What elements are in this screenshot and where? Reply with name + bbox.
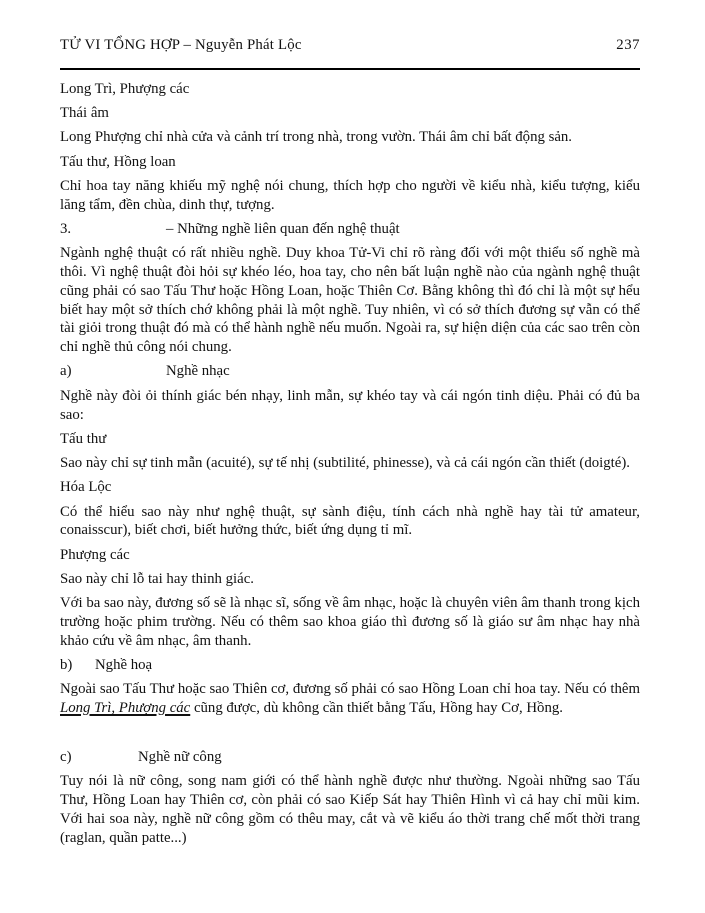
star-names-line: Hóa Lộc [60, 479, 112, 496]
paragraph: Với ba sao này, đương số sẽ là nhạc sĩ, sống về âm nhạc, hoặc là chuyên viên âm thanh trong kịch trường hoặc phim trường. Nếu có thêm sao khoa giáo thì đương số là giáo sư âm nhạc hay nhà khảo cứu về âm nhạc, âm thanh. [60, 595, 640, 649]
paragraph-with-emphasis [60, 680, 640, 718]
star-names-line: Tấu thư, Hồng loan [60, 153, 176, 170]
book-title: TỬ VI TỔNG HỢP – Nguyễn Phát Lộc [60, 37, 302, 53]
paragraph: Nghề này đòi ỏi thính giác bén nhạy, linh mẫn, sự khéo tay và cái ngón tinh diệu. Phải có đủ ba sao: [60, 387, 640, 423]
section-heading-b [60, 656, 640, 675]
section-label: c) [60, 748, 72, 765]
paragraph-text: Ngoài sao Tấu Thư hoặc sao Thiên cơ, đương số phải có sao Hồng Loan chỉ hoa tay. Nếu có thêm [60, 681, 640, 698]
paragraph: Sao này chỉ sự tinh mẫn (acuité), sự tế nhị (subtilité, phinesse), và cả cái ngón cần thiết (doigté). [60, 455, 630, 472]
paragraph: Có thể hiểu sao này như nghệ thuật, sự sành điệu, tính cách nhà nghề hay tài tử amateur, conaisscur), biết chơi, biết hưởng thức, biết ứng dụng tỉ mĩ. [60, 503, 640, 539]
page-content [60, 80, 640, 848]
section-title: Nghề hoạ [95, 657, 153, 674]
paragraph-text: cũng được, dù không cần thiết bằng Tấu, Hồng hay Cơ, Hồng. [190, 700, 563, 717]
section-heading-3 [60, 220, 640, 239]
paragraph: Tuy nói là nữ công, song nam giới có thể hành nghề được như thường. Ngoài những sao Tấu Thư, Hồng Loan hay Thiên cơ, còn phải có sao Kiếp Sát hay Thiên Hình vì cả hay chỉ mũi kim. Với hai soa này, nghề nữ công gồm có thêu may, cắt và vẽ kiểu áo thời trang chế mốt thời trang (raglan, quần patte...) [60, 773, 640, 846]
paragraph: Long Phượng chỉ nhà cửa và cảnh trí trong nhà, trong vườn. Thái âm chỉ bất động sản. [60, 129, 573, 146]
star-names-line: Thái âm [60, 105, 109, 122]
paragraph: Ngành nghệ thuật có rất nhiều nghề. Duy khoa Tử-Vi chỉ rõ ràng đối với một thiểu số nghề mà thôi. Vì nghệ thuật đòi hỏi sự khéo léo, hoa tay, cho nên bất luận nghề nào của ngành nghệ thuật cũng phải có sao Tấu Thư hoặc Hồng Loan, hoặc Thiên Cơ. Bằng không thì đó chỉ là một sự hểu biết hay một sở thích chớ không phải là một nghề. Tuy nhiên, vì có sở thích đương sự vẫn có thể tài giỏi trong thuật đó mà có thể hành nghề nếu muốn. Ngoài ra, sự hiện diện của các sao trên còn chỉ nghề thủ công nói chung. [60, 245, 640, 356]
star-names-line: Phượng các [60, 546, 130, 563]
section-label: a) [60, 363, 72, 380]
section-heading-c [60, 748, 640, 767]
section-label: 3. [60, 220, 72, 237]
section-title: – Những nghề liên quan đến nghệ thuật [166, 220, 400, 237]
page-header [60, 36, 640, 55]
paragraph: Chỉ hoa tay năng khiếu mỹ nghệ nói chung, thích hợp cho người về kiểu nhà, kiểu tượng, kiểu lăng tẩm, đền chùa, dinh thự, tượng. [60, 177, 640, 213]
header-rule [60, 68, 640, 70]
section-title: Nghề nữ công [138, 748, 222, 765]
star-names-line: Long Trì, Phượng các [60, 80, 190, 97]
page-number: 237 [616, 37, 640, 53]
emphasis-phrase: Long Trì, Phượng các [60, 700, 191, 717]
paragraph: Sao này chỉ lỗ tai hay thinh giác. [60, 570, 254, 587]
section-title: Nghề nhạc [166, 363, 230, 380]
section-label: b) [60, 657, 73, 674]
star-names-line: Tấu thư [60, 430, 107, 447]
section-heading-a [60, 362, 640, 381]
